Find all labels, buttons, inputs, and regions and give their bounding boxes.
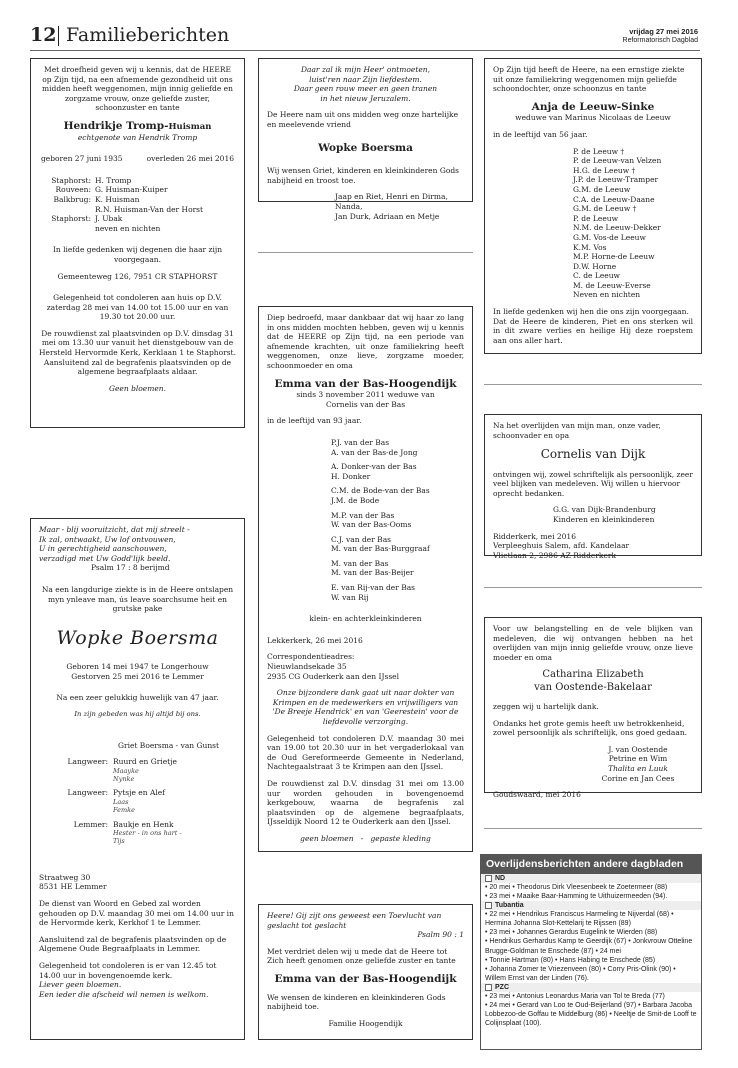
family-member: M. van der Bas-Burggraaf (331, 544, 430, 554)
family-member: Neven en nichten (573, 290, 641, 300)
family-member: A. Donker-van der Bas (331, 462, 417, 472)
notice-body: We wensen de kinderen en kleinkinderen Gods nabijheid toe. (267, 992, 446, 1012)
family-row (39, 195, 236, 205)
family-couple (331, 583, 464, 602)
family-member: K.M. Vos (573, 242, 607, 252)
column-separator (258, 252, 473, 253)
grandchild: Maayke (113, 766, 139, 775)
place-date: Goudswaard, mei 2016 (493, 790, 581, 800)
notice-tromp (30, 58, 245, 428)
notice-van-dijk (484, 414, 702, 560)
family-place: Balkbrug: (53, 194, 91, 204)
family-member: H. Donker (331, 471, 371, 481)
verse-line: verzadigd met Uw Godd'lijk beeld. (39, 553, 171, 563)
family-member: D.W. Horne (573, 261, 617, 271)
signer-italic: Thalita en Luuk (608, 763, 668, 773)
footer-separator: - (360, 833, 364, 843)
notice-intro: Op Zijn tijd heeft de Heere, na een ernstige ziekte uit onze familiekring weggenomen mijn geliefde schoondochter, onze schoonzus en tante (493, 65, 685, 94)
signer-widow: G.G. van Dijk-Brandenburg (553, 505, 656, 515)
family-list (493, 147, 693, 301)
family-member: C.M. de Bode-van der Bas (331, 486, 430, 496)
family-place: Lemmer: (73, 819, 108, 829)
grandchildren: klein- en achterkleinkinderen (309, 614, 422, 624)
family-row (39, 205, 236, 215)
memory-text: In liefde gedenken wij hen die ons zijn voorgegaan. (493, 307, 689, 317)
family-couple (331, 535, 464, 554)
region-name: Tubantia (495, 902, 524, 910)
family-member: M. van der Bas-Beijer (331, 568, 414, 578)
family-group (113, 820, 182, 846)
family-couple (331, 462, 464, 481)
notice-intro: Na het overlijden van mijn man, onze vader, schoonvader en opa (493, 421, 661, 440)
family-row (39, 757, 236, 783)
burial-info: Aansluitend zal de begrafenis plaatsvinden op de algemene begraafplaats aldaar. (43, 357, 232, 377)
deceased-name: Emma van der Bas-Hoogendijk (274, 377, 457, 390)
family-member: M. van der Bas (331, 558, 389, 568)
column-separator (484, 384, 702, 385)
region-header (481, 983, 701, 992)
family-member: J.M. de Bode (331, 495, 380, 505)
family-list (267, 438, 464, 607)
family-place (39, 224, 95, 234)
family-member: C.A. de Leeuw-Daane (573, 194, 655, 204)
service-info: De dienst van Woord en Gebed zal worden gehouden op D.V. maandag 30 mei om 14.00 uur in de Hervormde kerk, Kerkhof 1 te Lemmer. (39, 898, 234, 928)
obituary-line: • 23 mei • Maaike Baar-Hamming te Uithuizermeeden (94). (485, 893, 668, 901)
life-dates (39, 154, 236, 164)
footer-note (267, 834, 464, 844)
family-place: Staphorst: (51, 175, 91, 185)
deceased-name (39, 120, 236, 133)
notice-body: ontvingen wij, zowel schriftelijk als persoonlijk, zeer veel blijken van medeleven. Wij willen u hiervoor oprecht bedanken. (493, 469, 693, 498)
family-list (39, 176, 236, 234)
region-checkbox-icon (485, 902, 492, 909)
verse-line: Daar geen rouw meer en geen tranen (293, 84, 438, 94)
verse-line: Ik zal, ontwaakt, Uw lof ontvouwen, (39, 534, 176, 544)
family-member: G.M. Vos-de Leeuw (573, 232, 646, 242)
family-place: Langweer: (67, 788, 108, 798)
family-row (39, 185, 236, 195)
newspaper-name: Reformatorisch Dagblad (622, 37, 698, 44)
obituary-line: • Tonnie Hartman (80) • Hans Habing te Enschede (85) (485, 956, 656, 964)
address: Gemeenteweg 126, 7951 CR STAPHORST (57, 271, 218, 281)
psalm-reference: Psalm 17 : 8 berijmd (91, 563, 170, 573)
family-member: P. de Leeuw (573, 213, 619, 223)
family-row (39, 224, 236, 234)
notice-boersma-family (30, 518, 245, 1040)
other-newspapers-title: Overlijdensberichten andere dagbladen (481, 855, 701, 874)
deceased-name: Anja de Leeuw-Sinke (531, 100, 655, 113)
section-title: Familieberichten (66, 24, 230, 46)
signer-line: Jan Durk, Adriaan en Metje (335, 211, 440, 221)
obituary-line: • Johanna Zomer te Vriezenveen (80) • Corry Pris-Olink (90) • Willem Ernst van der Linden (76). (485, 965, 676, 982)
age-note: in de leeftijd van 93 jaar. (267, 416, 362, 426)
dress-code: gepaste kleding (370, 833, 431, 843)
notice-emma-family (258, 306, 473, 852)
address-line-2: Vlietlaan 2, 2986 AZ Ridderkerk (493, 550, 617, 560)
page-number: 12 (30, 24, 57, 46)
family-member: E. van Rij-van der Bas (331, 583, 416, 593)
family-member: Pytsje en Alef (113, 788, 165, 798)
grandchild: Femke (113, 806, 135, 815)
family-row (39, 214, 236, 224)
age-note: in de leeftijd van 56 jaar. (493, 129, 588, 139)
family-row (39, 176, 236, 186)
family-member: C.J. van der Bas (331, 534, 392, 544)
psalm-verse (39, 525, 236, 563)
flowers-note: Geen bloemen. (108, 383, 166, 393)
notice-intro: Met verdriet delen wij u mede dat de Heere tot Zich heeft genomen onze geliefde zuster en tante (267, 946, 456, 966)
deceased-name-suffix: Huisman (168, 121, 212, 132)
death-date: Gestorven 25 mei 2016 te Lemmer (71, 671, 204, 681)
family-member: A. van der Bas-de Jong (331, 447, 418, 457)
notice-boersma-friends (258, 58, 473, 221)
family-place: Langweer: (67, 757, 108, 767)
family-member: R.N. Huisman-Van der Horst (95, 204, 204, 214)
family-member: M. de Leeuw-Everse (573, 280, 651, 290)
family-member: K. Huisman (95, 194, 140, 204)
obituary-line: • 20 mei • Theodorus Dirk Vleesenbeek te Zoetermeer (88) (485, 884, 668, 891)
verse-line: Daar zal ik mijn Heer' ontmoeten, (300, 65, 431, 74)
family-member: Ruurd en Grietje (113, 757, 177, 767)
family-couple (331, 559, 464, 578)
condolence-info: Gelegenheid tot condoleren is er van 12.45 tot 14.00 uur in bovengenoemde kerk. (39, 960, 217, 980)
family-member: G.M. de Leeuw (573, 184, 631, 194)
grandchild: Laas (113, 797, 129, 806)
deceased-name: Wopke Boersma (56, 626, 219, 649)
wish-text: Dat de Heere de kinderen, Piet en ons sterken wil in dit zware verlies en heilige Hij deze roepstem aan ons aller hart. (493, 316, 693, 345)
condolence-info: Gelegenheid tot condoleren aan huis op D.V. zaterdag 28 mei van 14.00 tot 15.00 uur en van 19.30 tot 20.00 uur. (46, 293, 229, 322)
death-date: overleden 26 mei 2016 (146, 154, 234, 164)
widow-since: sinds 3 november 2011 weduwe van (296, 390, 435, 400)
psalm-reference: Psalm 90 : 1 (417, 930, 464, 940)
deceased-relation: echtgenote van Hendrik Tromp (77, 132, 198, 142)
signers (493, 745, 693, 764)
notice-body: Wij wensen Griet, kinderen en kleinkinderen Gods nabijheid en troost toe. (267, 166, 459, 185)
signer: J. van Oostende (608, 744, 668, 754)
family-member: C. de Leeuw (573, 271, 620, 281)
family-couple (331, 511, 464, 530)
notice-intro: Na een langdurige ziekte is in de Heere ontslapen myn ynleave man, ús leave soarchsume heit en grutske pake (41, 584, 234, 614)
family-group (113, 757, 177, 783)
obituary-line: • 22 mei • Hendrikus Franciscus Harmeling te Nijverdal (68) • Hermina Johanna Slot-Kettelarij te Rijssen (89) (485, 911, 674, 928)
birth-date: geboren 27 juni 1935 (41, 154, 123, 164)
memory-text: In liefde gedenken wij degenen die haar zijn voorgegaan. (52, 245, 223, 264)
family-member: N.M. de Leeuw-Dekker (573, 223, 661, 233)
notice-anja (484, 58, 702, 354)
family-member: P. de Leeuw † (573, 146, 625, 156)
region-header (481, 874, 701, 883)
signer: Familie Hoogendijk (328, 1018, 403, 1028)
obituary-line: • 24 mei • Gerard van Loo te Oud-Beijerland (97) • Barbara Jacoba Lobbezoo-de Goffau te Middelburg (86) • Neeltje de Smit-de Looff te Colijnsplaat (100). (485, 1002, 697, 1028)
psalm-verse: Heere! Gij zijt ons geweest een Toevlucht van geslacht tot geslacht (267, 911, 442, 930)
column-separator (484, 587, 702, 588)
family-member: P.J. van der Bas (331, 437, 390, 447)
correspondence-city: 2935 CG Ouderkerk aan den IJssel (267, 671, 400, 681)
deceased-name-main: Hendrikje Tromp- (63, 119, 169, 132)
service-info: De rouwdienst zal D.V. dinsdag 31 mei om 13.00 uur worden gehouden in bovengenoemd kerkgebouw, waarna de begrafenis zal plaatsvinden op de algemene begraafplaats, IJsseldijk Noord 12 te Ouderkerk aan den IJssel. (267, 778, 464, 827)
family-member: M.P. van der Bas (331, 510, 395, 520)
poem-verse (267, 65, 464, 103)
prayer-note: In zijn gebeden was hij altijd bij ons. (74, 709, 201, 718)
widow-of: weduwe van Marinus Nicolaas de Leeuw (515, 113, 671, 123)
header-divider (58, 26, 59, 46)
verse-line: in het nieuw Jeruzalem. (320, 93, 411, 103)
signers (267, 192, 464, 221)
family-member: P. de Leeuw-van Velzen (573, 156, 662, 166)
signer-line: Jaap en Riet, Henri en Dirma, Nanda, (335, 192, 448, 211)
address-street: Straatweg 30 (39, 872, 91, 882)
no-flowers: geen bloemen (300, 833, 354, 843)
farewell-note: Een ieder die afscheid wil nemen is welkom. (39, 989, 209, 999)
notice-emma-hoogendijk (258, 904, 473, 1040)
family-member: W. van Rij (331, 592, 369, 602)
widow-name: Griet Boersma - van Gunst (118, 740, 220, 750)
family-member: W. van der Bas-Ooms (331, 520, 412, 530)
grandchild: Tijs (113, 837, 125, 846)
family-member: neven en nichten (95, 223, 161, 233)
deceased-name: Wopke Boersma (318, 141, 413, 154)
column-separator (484, 828, 702, 829)
birth-date: Geboren 14 mei 1947 te Longerhouw (66, 662, 209, 672)
thanks-text: zeggen wij u hartelijk dank. (493, 701, 599, 711)
place-date: Lekkerkerk, 26 mei 2016 (267, 635, 363, 645)
deceased-name-2: van Oostende-Bakelaar (534, 682, 652, 694)
family-group (113, 788, 165, 814)
notice-body: Ondanks het grote gemis heeft uw betrokkenheid, zowel persoonlijk als schriftelijk, ons goed gedaan. (493, 718, 688, 738)
region-name: ND (495, 875, 506, 882)
flowers-note: Liever geen bloemen. (39, 980, 122, 990)
family-member: H.G. de Leeuw † (573, 165, 636, 175)
page-header (0, 0, 738, 52)
family-couple (331, 486, 464, 505)
obituary-line: • Hendrikus Gerhardus Kamp te Geerdijk (67) • Jonkvrouw Otteline Brugge-Goldman te Enschede (87) • 24 mei (485, 938, 693, 955)
deceased-name: Emma van der Bas-Hoogendijk (274, 972, 457, 985)
obituary-line: • 23 mei • Antonius Leonardus Maria van Tol te Breda (77) (485, 992, 665, 1000)
address-city: 8531 HE Lemmer (39, 882, 107, 892)
family-list (39, 757, 236, 851)
deceased-name: Cornelis van Dijk (540, 447, 646, 462)
signer-last: Corine en Jan Cees (601, 773, 675, 783)
notice-oostende (484, 617, 702, 800)
grandchild: Hester - in ons hart - (113, 829, 182, 838)
family-place: Rouveen: (55, 185, 91, 195)
regions-list (481, 874, 701, 1028)
correspondence-street: Nieuwlandsekade 35 (267, 662, 347, 672)
grandchild: Nynke (113, 775, 135, 784)
region-header (481, 901, 701, 910)
region-checkbox-icon (485, 984, 492, 991)
verse-line: luist'ren naar Zijn liefdestem. (309, 74, 422, 84)
notice-intro: De Heere nam uit ons midden weg onze hartelijke en meelevende vriend (267, 110, 459, 129)
family-place (39, 205, 95, 215)
marriage-note: Na een zeer gelukkig huwelijk van 47 jaar. (56, 693, 219, 703)
thanks-note: Onze bijzondere dank gaat uit naar dokter van Krimpen en de medewerkers en vrijwilligers van 'De Breeje Hendrick' en van 'Geerestein' voor de liefdevolle verzorging. (272, 688, 459, 726)
notice-intro: Met droefheid geven wij u kennis, dat de HEERE op Zijn tijd, na een afnemende gezondheid uit ons midden heeft weggenomen, mijn innig geliefde en zorgzame vrouw, onze geliefde zuster, schoonzuster en tante (42, 65, 233, 113)
family-couple (331, 438, 464, 457)
region-name: PZC (495, 983, 509, 991)
family-member: Baukje en Henk (113, 819, 174, 829)
condolence-info: Gelegenheid tot condoleren D.V. maandag 30 mei van 19.00 tot 20.30 uur in het vergaderlokaal van de Oud Gereformeerde Gemeente in Nederland, Nachtegaalstraat 3 te Krimpen aan den IJssel. (267, 733, 464, 772)
family-place: Staphorst: (51, 214, 91, 224)
correspondence-label: Correspondentieadres: (267, 652, 355, 662)
region-checkbox-icon (485, 875, 492, 882)
verse-line: Maar - blij vooruitzicht, dat mij streelt - (39, 525, 190, 534)
other-newspapers-box (480, 854, 702, 1050)
notice-intro: Diep bedroefd, maar dankbaar dat wij haar zo lang in ons midden mochten hebben, geven wij u kennis dat de HEERE op Zijn tijd, na een periode van afnemende krachten, uit onze familiekring heeft weggenomen, onze lieve, zorgzame moeder, schoonmoeder en oma (267, 313, 464, 370)
family-member: H. Tromp (95, 175, 132, 185)
husband-name: Cornelis van der Bas (325, 399, 406, 409)
address-line-1: Verpleeghuis Salem, afd. Kandelaar (493, 541, 630, 551)
family-member: G.M. de Leeuw † (573, 204, 637, 214)
family-member: J.P. de Leeuw-Tramper (573, 175, 659, 185)
family-row (39, 788, 236, 814)
deceased-name-1: Catharina Elizabeth (542, 669, 644, 681)
notice-intro: Voor uw belangstelling en de vele blijken van medeleven, die wij ontvangen hebben na het overlijden van mijn innig geliefde vrouw, onze lieve moeder en oma (493, 624, 693, 662)
obituary-line: • 23 mei • Johannes Gerardus Eugelink te Wierden (88) (485, 929, 658, 937)
verse-line: U in gerechtigheid aanschouwen, (39, 544, 167, 554)
header-rule (30, 50, 700, 51)
burial-info: Aansluitend zal de begrafenis plaatsvinden op de Algemene Oude Begraafplaats in Lemmer. (39, 934, 227, 954)
place-date: Ridderkerk, mei 2016 (493, 531, 576, 541)
family-row (39, 820, 236, 846)
signer-children: Kinderen en kleinkinderen (553, 514, 655, 524)
service-info: De rouwdienst zal plaatsvinden op D.V. dinsdag 31 mei om 13.30 uur vanuit het dienstgebouw van de Hersteld Hervormde Kerk, Kerklaan 1 te Staphorst. (39, 328, 236, 358)
signer: Petrine en Wim (608, 754, 668, 764)
issue-date: vrijdag 27 mei 2016 (629, 27, 698, 36)
family-member: M.P. Horne-de Leeuw (573, 252, 655, 262)
family-member: J. Ubak (95, 214, 123, 224)
family-member: G. Huisman-Kuiper (95, 185, 168, 195)
